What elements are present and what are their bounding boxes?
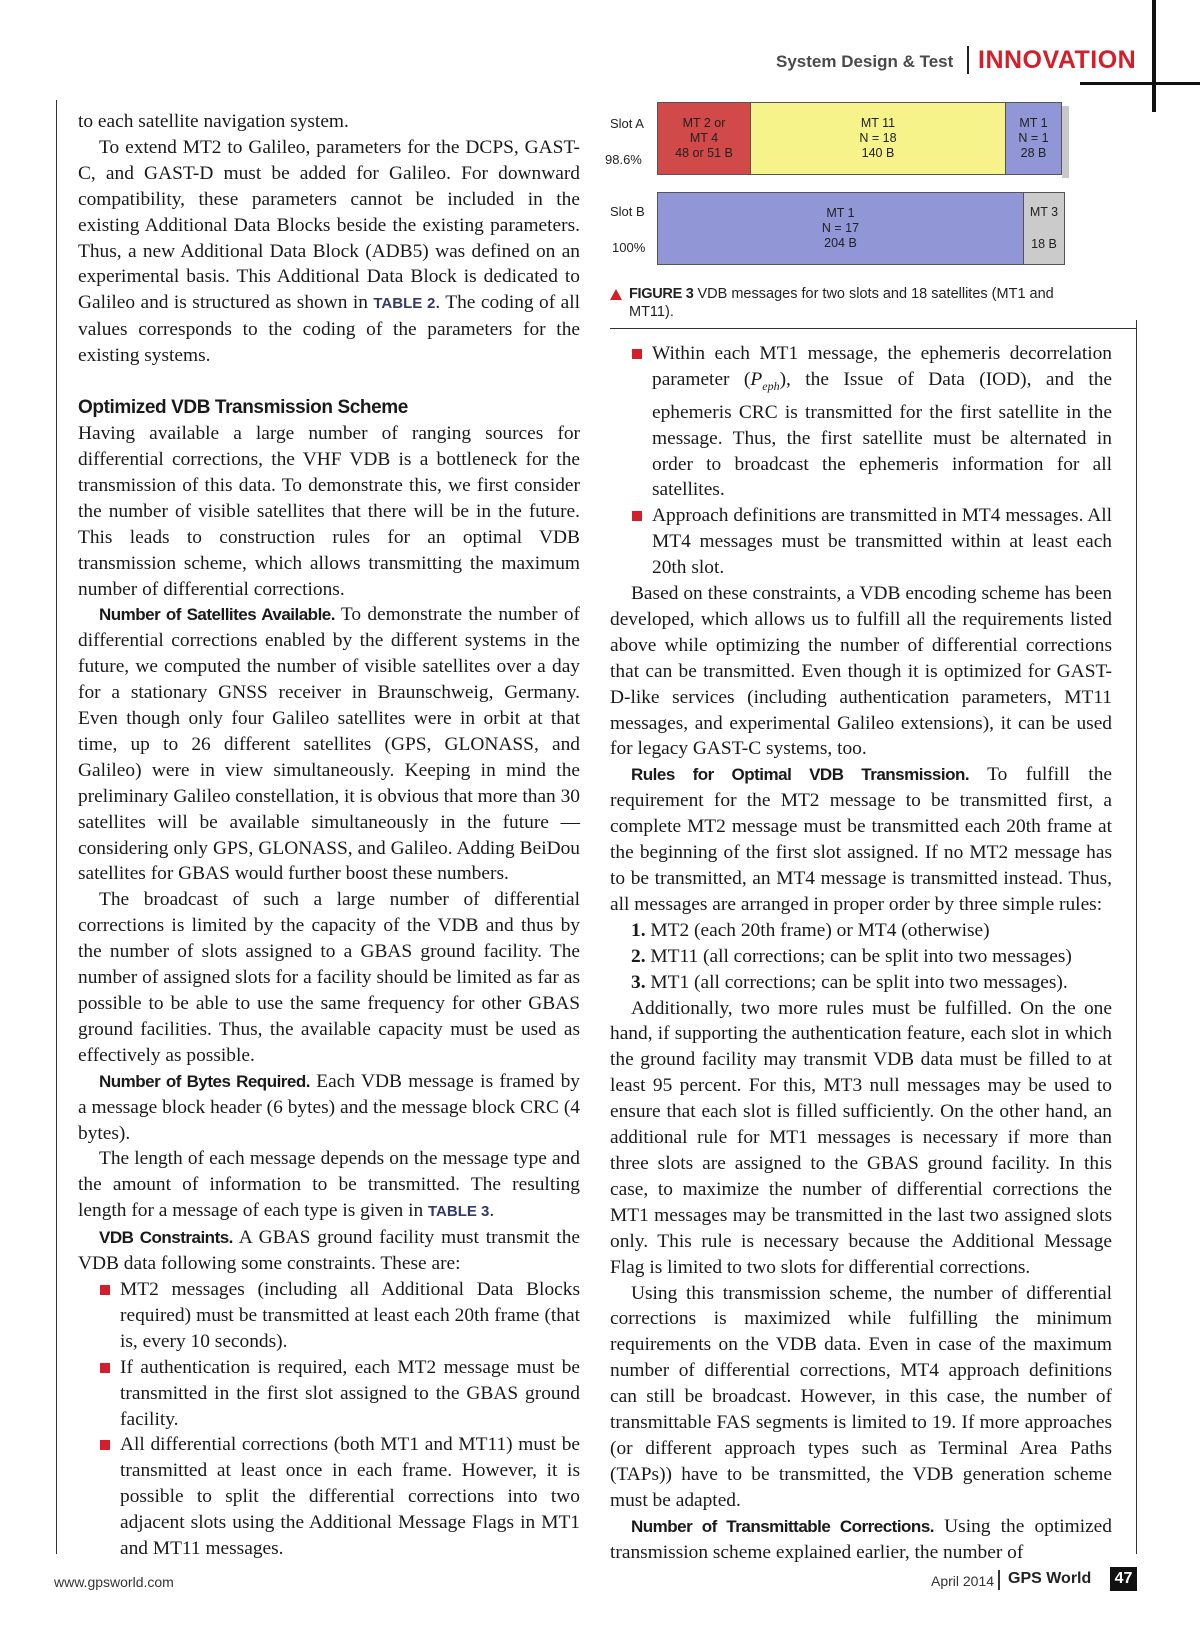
figure-label: FIGURE 3 bbox=[629, 286, 694, 302]
page-number: 47 bbox=[1110, 1567, 1137, 1591]
run-in-heading: Number of Bytes Required. bbox=[99, 1071, 310, 1091]
left-column bbox=[78, 109, 580, 1562]
paragraph: Based on these constraints, a VDB encoding scheme has been developed, which allows us to fulfill all the requirements listed above while optimizing the number of differential corrections that can be transmitted. Even though it is optimized for GAST-D-like services (including authentication parameters, MT11 messages, and experimental Galileo extensions), it can be used for legacy GAST-C systems, too. bbox=[610, 583, 1112, 760]
caption-triangle-icon bbox=[610, 289, 622, 300]
paragraph: To extend MT2 to Galileo, parameters for the DCPS, GAST-C, and GAST-D must be added for Galileo. For downward compatibility, these parameters cannot be included in the existing Additional Data Blocks beside the existing parameters. Thus, a new Additional Data Block (ADB5) was defined on an experimental basis. This Additional Data Block is dedicated to Galileo and is structured as shown in TABLE 2. The coding of all values corresponds to the coding of the parameters for the existing systems. bbox=[78, 136, 580, 367]
left-column-rule bbox=[56, 100, 57, 1554]
slot-b-segment-mt1: MT 1 N = 17 204 B bbox=[658, 193, 1024, 264]
list-item: MT2 messages (including all Additional Data Blocks required) must be transmitted at least each 20th frame (that is, every 10 seconds). bbox=[78, 1277, 580, 1355]
rules-list bbox=[610, 918, 1112, 996]
paragraph: Rules for Optimal VDB Transmission. To fulfill the requirement for the MT2 message to be transmitted first, a complete MT2 message must be transmitted each 20th frame at the beginning of the first slot assigned. If no MT2 message has to be transmitted, an MT4 message is transmitted instead. Thus, all messages are arranged in proper order by three simple rules: bbox=[610, 764, 1113, 915]
slot-a-label: Slot A bbox=[610, 116, 644, 131]
slot-a-segment-mt1: MT 1 N = 1 28 B bbox=[1006, 103, 1061, 174]
paragraph: Number of Transmittable Corrections. Using the optimized transmission scheme explained earlier, the number of bbox=[610, 1515, 1112, 1563]
slot-b-percent: 100% bbox=[612, 240, 646, 255]
figure-caption-rule bbox=[610, 328, 1136, 329]
section-label: System Design & Test bbox=[776, 52, 954, 71]
list-item: If authentication is required, each MT2 message must be transmitted in the first slot assigned to the GBAS ground facility. bbox=[78, 1355, 580, 1433]
footer-url[interactable]: www.gpsworld.com bbox=[54, 1574, 174, 1590]
table-2-reference[interactable]: TABLE 2 bbox=[373, 295, 436, 313]
right-column bbox=[610, 341, 1112, 1565]
slot-a-segment-mt11: MT 11 N = 18 140 B bbox=[751, 103, 1006, 174]
constraints-list bbox=[78, 1277, 580, 1562]
slot-b-bar bbox=[657, 192, 1065, 265]
paragraph: to each satellite navigation system. bbox=[78, 111, 349, 132]
paragraph: VDB Constraints. A GBAS ground facility must transmit the VDB data following some constraints. These are: bbox=[78, 1227, 580, 1275]
list-item: 3. MT1 (all corrections; can be split into two messages). bbox=[631, 971, 1068, 993]
bullet-square-icon bbox=[632, 511, 642, 521]
paragraph: Number of Bytes Required. Each VDB message is framed by a message block header (6 bytes) and the message block CRC (4 bytes). bbox=[78, 1070, 580, 1144]
paragraph: The broadcast of such a large number of differential corrections is limited by the capacity of the VDB and thus by the number of slots assigned to a GBAS ground facility. The number of assigned slots for a facility should be limited as far as possible to be able to use the same frequency for other GBAS ground facilities. Thus, the available capacity must be used as effectively as possible. bbox=[78, 889, 580, 1066]
bullet-square-icon bbox=[100, 1440, 110, 1450]
paragraph: Having available a large number of ranging sources for differential corrections, the VHF VDB is a bottleneck for the transmission of this data. To demonstrate this, we first consider the number of visible satellites that there will be in the future. This leads to construction rules for an optimal VDB transmission scheme, which allows transmitting the maximum number of differential corrections. bbox=[78, 423, 580, 600]
constraints-list-continued bbox=[610, 341, 1112, 581]
bullet-square-icon bbox=[632, 349, 642, 359]
figure-caption: FIGURE 3 VDB messages for two slots and 18 satellites (MT1 and MT11). bbox=[610, 285, 1100, 321]
bullet-square-icon bbox=[100, 1285, 110, 1295]
slot-b-label: Slot B bbox=[610, 204, 645, 219]
slot-b-segment-mt3: MT 3 18 B bbox=[1024, 193, 1064, 264]
footer-separator bbox=[998, 1570, 1000, 1590]
header-vertical-rule bbox=[1152, 0, 1156, 112]
header-separator bbox=[967, 46, 969, 74]
footer-date: April 2014 bbox=[931, 1573, 995, 1589]
header-horizontal-rule bbox=[1080, 82, 1200, 85]
paragraph: Using this transmission scheme, the number of differential corrections is maximized while fulfilling the minimum requirements on the VDB data. Even in case of the maximum number of differential corrections, MT4 approach definitions can still be broadcast. However, in this case, the number of transmittable FAS segments is limited to 19. If more approaches (or different approach types such as Terminal Area Paths (TAPs)) have to be transmitted, the VDB generation scheme must be adapted. bbox=[610, 1282, 1112, 1511]
run-in-heading: Number of Transmittable Corrections. bbox=[631, 1516, 934, 1536]
paragraph: Number of Satellites Available. To demonstrate the number of differential corrections enabled by the different systems in the future, we computed the number of visible satellites over a day for a stationary GNSS receiver in Braunschweig, Germany. Even though only four Galileo satellites were in orbit at that time, up to 26 different satellites (GPS, GLONASS, and Galileo) were in view simultaneously. Keeping in mind the preliminary Galileo constellation, it is obvious that more than 30 satellites will be available simultaneously in the future — considering only GPS, GLONASS, and Galileo. Adding BeiDou satellites for GBAS would further boost these numbers. bbox=[78, 604, 580, 885]
paragraph: The length of each message depends on the message type and the amount of information to be transmitted. The resulting length for a message of each type is given in TABLE 3. bbox=[78, 1148, 580, 1222]
list-item: 1. MT2 (each 20th frame) or MT4 (otherwise) bbox=[631, 919, 990, 941]
list-item: All differential corrections (both MT1 and MT11) must be transmitted at least once in each frame. However, it is possible to split the differential corrections into two adjacent slots using the Additional Message Flags in MT1 and MT11 messages. bbox=[78, 1432, 580, 1562]
right-column-rule bbox=[1136, 320, 1137, 1554]
slot-a-unused bbox=[1062, 106, 1069, 178]
list-item: Approach definitions are transmitted in MT4 messages. All MT4 messages must be transmitted within at least each 20th slot. bbox=[610, 503, 1112, 581]
list-item: Within each MT1 message, the ephemeris decorrelation parameter $(P_{eph})$, the Issue of Data (IOD), and the ephemeris CRC is transmitted for the first satellite in the message. Thus, the first satellite must be alternated in order to broadcast the ephemeris information for all satellites. bbox=[610, 341, 1112, 503]
footer-magazine: GPS World bbox=[1008, 1570, 1092, 1587]
slot-a-percent: 98.6% bbox=[605, 152, 642, 167]
list-item: 2. MT11 (all corrections; can be split into two messages) bbox=[631, 945, 1072, 967]
column-title: INNOVATION bbox=[978, 46, 1137, 74]
bullet-square-icon bbox=[100, 1363, 110, 1373]
run-in-heading: Number of Satellites Available. bbox=[99, 605, 335, 625]
slot-a-bar bbox=[657, 102, 1062, 175]
slot-a-segment-mt2-mt4: MT 2 or MT 4 48 or 51 B bbox=[658, 103, 751, 174]
table-3-reference[interactable]: TABLE 3 bbox=[428, 1203, 490, 1221]
paragraph: Additionally, two more rules must be fulfilled. On the one hand, if supporting the authentication feature, each slot in which the ground facility may transmit VDB data must be filled to at least 95 percent. For this, MT3 null messages may be used to ensure that each slot is filled sufficiently. On the other hand, an additional rule for MT1 messages is necessary if more than three slots are assigned to the GBAS ground facility. In this case, to maximize the number of differential corrections the MT1 messages may be transmitted in the last two assigned slots only. This rule is necessary because the Additional Message Flag is limited to two slots for differential corrections. bbox=[610, 997, 1112, 1278]
run-in-heading: Rules for Optimal VDB Transmission. bbox=[631, 765, 970, 785]
section-heading: Optimized VDB Transmission Scheme bbox=[78, 397, 408, 419]
run-in-heading: VDB Constraints. bbox=[99, 1228, 233, 1248]
